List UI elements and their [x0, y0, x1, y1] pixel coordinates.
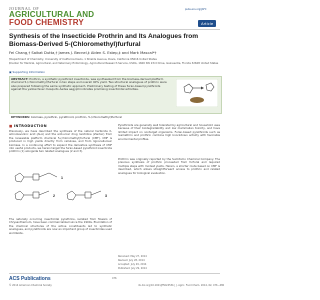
furan-ring-1: [15, 173, 24, 182]
section-marker-icon: ■: [9, 124, 13, 128]
bond-7: [91, 191, 101, 195]
published-date: Published: July 29, 2014: [118, 267, 147, 270]
page-number: 476: [112, 277, 117, 280]
cyclopropane-2: [33, 192, 39, 198]
publisher-logo: ACS Publications: [9, 276, 51, 282]
journal-url[interactable]: pubs.acs.org/JAFC: [185, 8, 207, 11]
introduction-heading: [9, 124, 47, 128]
received-date: Received: May 27, 2014: [118, 255, 147, 258]
abstract-label: ABSTRACT:: [11, 77, 29, 81]
header-divider: [9, 29, 220, 30]
bond-5: [39, 191, 49, 195]
furan-ring-3: [67, 191, 76, 200]
accepted-date: Accepted: July 29, 2014: [118, 263, 147, 266]
footer-divider: [9, 273, 220, 274]
keywords: [11, 115, 221, 119]
keywords-label: KEYWORDS:: [11, 115, 31, 119]
intro-paragraph-2: The naturally occurring insecticidal pyrethrins, isolated from flowers of Chrysanthemum, have been commercialized since the 1900s. Elucidation of the chemical structures of the active constituents led to synthetic analogues, and pyrethroids are now an important group of insecticides used worldwide.: [9, 217, 112, 235]
document-icon: ▣: [9, 70, 12, 74]
abstract-graphic: [176, 79, 218, 107]
abstract-text: Prothrin, a synthetic pyrethroid insecticide, was synthesized from the biomass-derived platform chemical 5-(chloromethyl)furfural in ten steps and overall 40% yield. Two structural analogues of prothrin were also prepared following the same synthetic approach. Preliminary testing of these furan-based pyrethroids against the yellow fever mosquito Aedes aegypti indicates promising insecticidal activities.: [11, 77, 167, 92]
chemical-structures: [9, 168, 112, 216]
bond-3: [49, 173, 57, 177]
abstract: [11, 78, 171, 92]
affiliation-2: ‡Center for Medical, Agricultural, and Veterinary Entomology, Agricultural Research Service, USDA, 1600 SW 23rd Drive, Gainesville, Florida 32608 United States: [9, 62, 219, 65]
keywords-text: biomass, pyrethrin, pyrethroid, prothrin, 5-(chloromethyl)furfural: [31, 115, 122, 119]
supporting-info-label: Supporting Information: [12, 70, 46, 74]
intro-right-paragraph-2: Prothrin was originally reported by the Sumitomo Chemical Company. The previous synthesis of prothrin proceeded from furfural and required multiple steps with modest yields. Herein, a shorter route based on CMF is described, which allows straightforward access to prothrin and related analogues for biological evaluation.: [118, 157, 220, 175]
mosquito-icon: [190, 97, 204, 103]
revised-date: Revised: July 28, 2014: [118, 259, 145, 262]
cyclopropane-3: [85, 192, 91, 198]
supporting-info-link[interactable]: [9, 70, 45, 74]
intro-right-paragraph-1: Pyrethroids are generally well tolerated by agricultural and household uses because of their biodegradability and low mammalian toxicity, and have limited impact on nontarget organisms. Furan-based pyrethroids such as resmethrin and prothrin combine high knockdown activity with favorable environmental profiles.: [118, 123, 220, 141]
introduction-heading-label: INTRODUCTION: [14, 124, 47, 128]
compound-label-3: 3: [105, 194, 107, 198]
furan-ring-2: [15, 191, 24, 200]
bond-2: [39, 173, 49, 177]
compound-label-2: 2: [53, 194, 55, 198]
affiliation-1: †Department of Chemistry, University of California Davis, 1 Shields Avenue, Davis, California 95616 United States: [9, 58, 157, 61]
copyright: © 2014 American Chemical Society: [9, 284, 52, 287]
journal-name-line2: FOOD CHEMISTRY: [9, 18, 84, 27]
article-type-badge: Article: [198, 20, 216, 27]
cyclopropane-1: [33, 174, 39, 180]
compound-label-1: 1: [61, 176, 63, 180]
journal-name-line1: AGRICULTURAL AND: [9, 10, 95, 19]
author-list: Fei Chang,† Saikat Dutta,† James J. Becnel,‡ Alden S. Estep,‡ and Mark Mascal*†: [9, 51, 157, 55]
doi-citation[interactable]: dx.doi.org/10.1021/jf502453b | J. Agric. Food Chem. 2014, 62, 476−480: [138, 284, 225, 287]
article-title: Synthesis of the Insecticide Prothrin and Its Analogues from Biomass-Derived 5-(Chloromethyl)furfural: [9, 33, 199, 48]
journal-prefix: JOURNAL OF: [9, 6, 40, 11]
intro-paragraph-1: Previously, we have described the synthesis of the natural herbicide δ-aminolevulinic acid (ALA) and the anti-ulcer drug ranitidine (Zantac) from the renewable platform chemical 5-(chloromethyl)furfural (CMF). CMF is produced in high yields directly from cellulose, and from lignocellulosic biomass. In a continuing effort to expand the derivative synthesis of CMF into useful products, we herein target the furan-based pyrethroid insecticide prothrin (1) alongside two related analogues (2 and 3).: [9, 129, 112, 154]
